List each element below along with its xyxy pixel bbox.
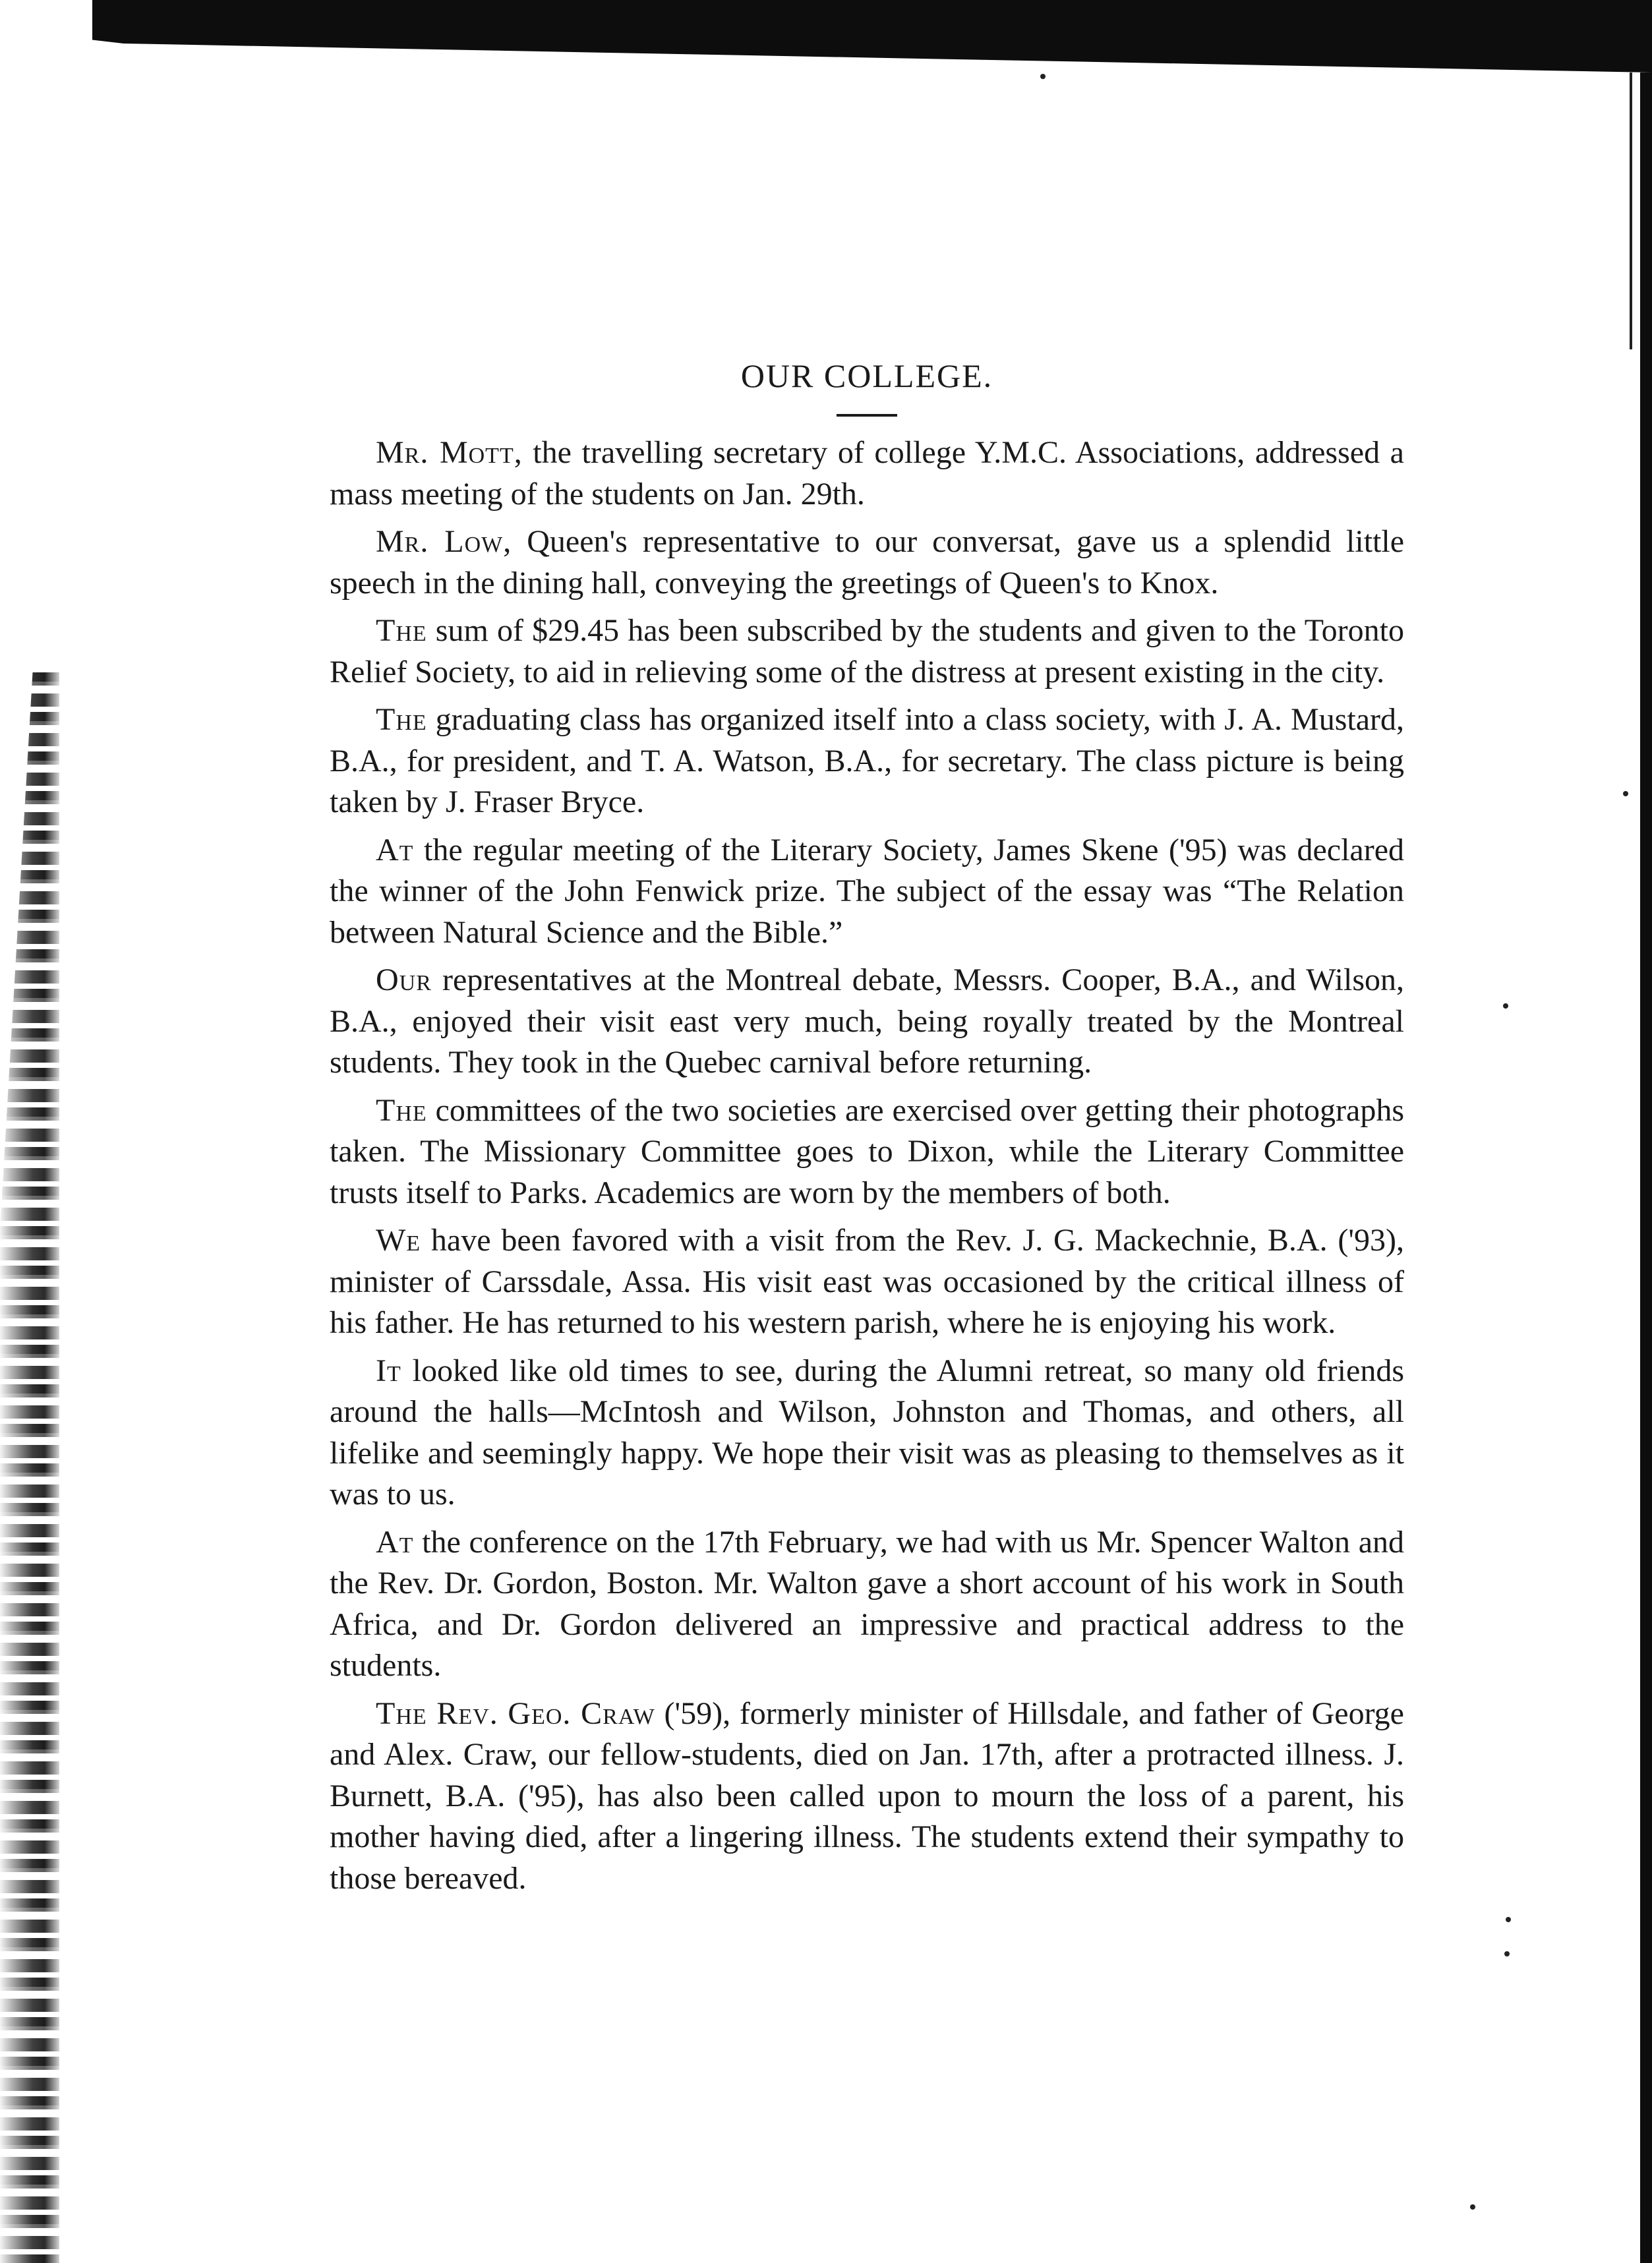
paragraph <box>330 610 1404 693</box>
paragraph <box>330 521 1404 604</box>
paragraph <box>330 432 1404 515</box>
scan-top-edge <box>92 0 1652 73</box>
scan-right-edge-line <box>1630 73 1632 349</box>
scan-speck <box>1470 2204 1475 2210</box>
scan-speck <box>1506 1917 1511 1922</box>
scan-speck <box>1504 1951 1510 1956</box>
paragraph-lead: Our <box>376 962 432 997</box>
title-rule <box>837 414 897 417</box>
paragraph-text: the travelling secretary of college Y.M.C. Associations, addressed a mass meeting of the students on Jan. 29th. <box>330 435 1404 512</box>
paragraph-text: have been favored with a visit from the Rev. J. G. Mackechnie, B.A. ('93), minister of Carssdale, Assa. His visit east was occasioned by the critical illness of his father. He has returned to his western parish, where he is enjoying his work. <box>330 1223 1404 1340</box>
scan-speck <box>1503 1003 1508 1009</box>
paragraph <box>330 1351 1404 1515</box>
paragraph-lead: Mr. Mott, <box>376 435 523 470</box>
paragraph-lead: Mr. Low, <box>376 524 512 559</box>
paragraph-lead: We <box>376 1223 421 1258</box>
scan-right-edge <box>1640 73 1652 2263</box>
paragraph-text: ('59), formerly minister of Hillsdale, and father of George and Alex. Craw, our fellow-students, died on Jan. 17th, after a protracted illness. J. Burnett, B.A. ('95), has also been called upon to mourn the loss of a parent, his mother having died, after a lingering illness. The students extend their sympathy to those bereaved. <box>330 1695 1404 1896</box>
paragraph <box>330 1220 1404 1344</box>
paragraph <box>330 699 1404 823</box>
scan-speck <box>1623 791 1628 796</box>
article <box>330 356 1404 1906</box>
paragraph <box>330 1693 1404 1900</box>
paragraph-text: the regular meeting of the Literary Society, James Skene ('95) was declared the winner of the John Fenwick prize. The subject of the essay was “The Relation between Natural Science and the Bible.” <box>330 832 1404 950</box>
paragraph-lead: The <box>376 1092 427 1128</box>
scan-speck <box>1040 74 1046 79</box>
paragraph-text: representatives at the Montreal debate, Messrs. Cooper, B.A., and Wilson, B.A., enjoyed their visit east very much, being royally treated by the Montreal students. They took in the Quebec carnival before returning. <box>330 962 1404 1080</box>
paragraph-lead: At <box>376 1524 414 1560</box>
scan-left-binding-shadow <box>0 672 59 2263</box>
paragraph-lead: It <box>376 1353 401 1388</box>
paragraph-lead: The <box>376 613 427 648</box>
paragraph-text: committees of the two societies are exercised over getting their photographs taken. The Missionary Committee goes to Dixon, while the Literary Committee trusts itself to Parks. Academics are worn by the members of both. <box>330 1092 1404 1210</box>
paragraph-text: Queen's representative to our conversat, gave us a splendid little speech in the dining hall, conveying the greetings of Queen's to Knox. <box>330 524 1405 601</box>
paragraph-text: sum of $29.45 has been subscribed by the students and given to the Toronto Relief Society, to aid in relieving some of the distress at present existing in the city. <box>330 613 1404 690</box>
paragraph-text: the conference on the 17th February, we had with us Mr. Spencer Walton and the Rev. Dr. Gordon, Boston. Mr. Walton gave a short account of his work in South Africa, and Dr. Gordon delivered an impressive and practical address to the students. <box>330 1524 1404 1683</box>
paragraph <box>330 960 1404 1084</box>
paragraph-lead: The <box>376 702 427 737</box>
paragraph-text: looked like old times to see, during the Alumni retreat, so many old friends around the halls—McIntosh and Wilson, Johnston and Thomas, and others, all lifelike and seemingly happy. We hope their visit was as pleasing to themselves as it was to us. <box>330 1353 1404 1512</box>
paragraph-text: graduating class has organized itself into a class society, with J. A. Mustard, B.A., for president, and T. A. Watson, B.A., for secretary. The class picture is being taken by J. Fraser Bryce. <box>330 702 1404 819</box>
paragraph <box>330 830 1404 954</box>
page-title: OUR COLLEGE. <box>740 357 993 394</box>
paragraph <box>330 1090 1404 1214</box>
paragraph-lead: At <box>376 832 414 867</box>
paragraph-lead: The Rev. Geo. Craw <box>376 1695 655 1731</box>
paragraph <box>330 1522 1404 1687</box>
